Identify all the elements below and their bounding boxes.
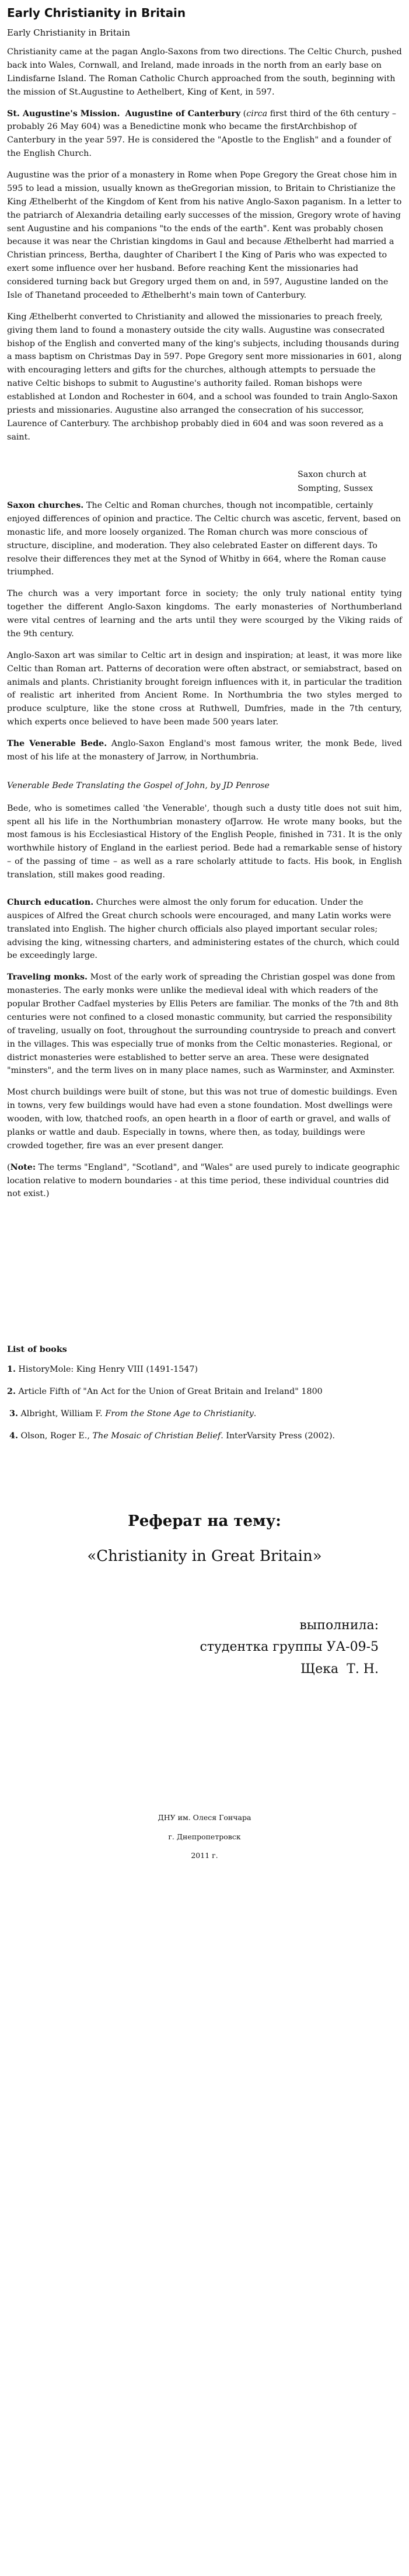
title-page: [7, 1512, 402, 1567]
figure-caption: Venerable Bede Translating the Gospel of John, by JD Penrose: [7, 780, 270, 790]
student-name: Щека Т. Н.: [300, 1661, 379, 1676]
bede-life-paragraph: Bede, who is sometimes called 'the Venerable', though such a dusty title does not suit him, spent all his life in the Northumbrian monastery ofJarrow. He wrote many books, but the most famous is his Ecclesiastical History of the English People, finished in 731. It is the only worthwhile history of England in the earliest period. Bede had a remarkable sense of history – of the passing of time – as well as a rare scholarly attitude to facts. His book, in English translation, still makes good reading.: [7, 803, 402, 880]
city-name: г. Днепропетровск: [168, 1832, 241, 1841]
king-paragraph: King Æthelberht converted to Christianity and allowed the missionaries to preach freely, giving them land to found a monastery outside the city walls. Augustine was consecrated bishop of the English and converted many of the king's subjects, including thousands during a mass baptism on Christmas Day in 597. Pope Gregory sent more missionaries in 601, along with encouraging letters and gifts for the churches, although attempts to persuade the native Celtic bishops to submit to Augustine's authority failed. Roman bishops were established at London and Rochester in 604, and a school was founded to train Anglo-Saxon priests and missionaries. Augustine also arranged the consecration of his successor, Laurence of Canterbury. The archbishop probably died in 604 and was soon revered as a saint.: [7, 312, 402, 442]
bede-text: Anglo-Saxon England's most famous writer, the monk Bede, lived most of his life at the monastery of Jarrow, in Northumbria.: [7, 739, 402, 762]
education-text: Churches were almost the only forum for education. Under the auspices of Alfred the Great church schools were encouraged, and many Latin works were translated into English. The higher church officials also played important secular roles; advising the king, witnessing charters, and administering estates of the church, which could be exceedingly large.: [7, 897, 400, 961]
intro-paragraph: Christianity came at the pagan Anglo-Saxons from two directions. The Celtic Church, pushed back into Wales, Cornwall, and Ireland, made inroads in the north from an early base on Lindisfarne Island. The Roman Catholic Church approached from the south, beginning with the mission of St.Augustine to Aethelbert, King of Kent, in 597.: [7, 47, 402, 97]
list-item: [7, 1430, 402, 1442]
saxon-text: The Celtic and Roman churches, though not incompatible, certainly enjoyed differences of opinion and practice. The Celtic church was ascetic, fervent, based on monastic life, and more loosely organized. The Roman church was more conscious of structure, discipline, and moderation. They also celebrated Easter on different days. To resolve their differences they met at the Synod of Whitby in 664, where the Roman cause triumphed.: [7, 501, 401, 577]
university-name: ДНУ им. Олеся Гончара: [158, 1813, 251, 1822]
book-number: 3.: [9, 1409, 18, 1419]
year-label: 2011 г.: [191, 1851, 218, 1860]
education-heading: Church education.: [7, 897, 94, 907]
monks-heading: Traveling monks.: [7, 972, 88, 982]
book-tail: .: [253, 1409, 257, 1419]
augustine-heading: St. Augustine's Mission.: [7, 109, 120, 118]
book-text: Article Fifth of "An Act for the Union of Great Britain and Ireland" 1800: [15, 1387, 323, 1397]
list-item: [7, 1364, 402, 1375]
augustine-text-a: (: [240, 109, 247, 118]
books-list: [7, 1364, 402, 1442]
list-item: [7, 1386, 402, 1397]
essay-topic: «Christianity in Great Britain»: [87, 1547, 322, 1566]
note-text: The terms "England", "Scotland", and "Wales" are used purely to indicate geographic location relative to modern boundaries - at this time period, these individual countries did not exist.): [7, 1162, 400, 1199]
book-number: 2.: [7, 1387, 16, 1397]
footer-block: [7, 1808, 402, 1866]
student-group: студентка группы УА-09-5: [200, 1640, 379, 1655]
augustine-prior-paragraph: Augustine was the prior of a monastery in Rome when Pope Gregory the Great chose him in 595 to lead a mission, usually known as theGregorian mission, to Britain to Christianize the King Æthelberht of the Kingdom of Kent from his native Anglo-Saxon paganism. In a letter to the patriarch of Alexandria detailing early successes of the mission, Gregory wrote of having sent Augustine and his companions "to the ends of the earth". Kent was probably chosen because it was near the Christian kingdoms in Gaul and because Æthelberht had married a Christian princess, Bertha, daughter of Charibert I the King of Paris who was expected to exert some influence over her husband. Before reaching Kent the missionaries had considered turning back but Gregory urged them on and, in 597, Augustine landed on the Isle of Thanetand proceeded to Æthelberht's main town of Canterbury.: [7, 170, 402, 300]
list-item: [7, 1408, 402, 1420]
augustine-subheading: Augustine of Canterbury: [125, 109, 241, 118]
book-number: 1.: [7, 1365, 16, 1375]
image-caption-line-1: Saxon church at: [298, 469, 367, 479]
book-italic-title: From the Stone Age to Christianity: [105, 1409, 254, 1419]
church-role-paragraph: The church was a very important force in society; the only truly national entity tying together the different Anglo-Saxon kingdoms. The early monasteries of Northumberland were vital centres of learning and the arts until they were scourged by the Viking raids of the 9th century.: [7, 589, 402, 639]
note-paragraph: (Note: The terms "England", "Scotland", and "Wales" are used purely to indicate geographic location relative to modern boundaries - at this time period, these individual countries did not exist.): [7, 1162, 400, 1199]
note-label: Note:: [10, 1162, 36, 1172]
monks-text: Most of the early work of spreading the Christian gospel was done from monasteries. The early monks were unlike the medieval ideal with which readers of the popular Brother Cadfael mysteries by Ellis Peters are familiar. The monks of the 7th and 8th centuries were not confined to a closed monastic community, but carried the responsibility of traveling, usually on foot, throughout the surrounding countryside to preach and convert in the villages. This was especially true of monks from the Celtic monasteries. Regional, or district monasteries were established to better serve an area. These were designated "minsters", and the term lives on in many place names, such as Warminster, and Axminster.: [7, 972, 398, 1076]
augustine-circa: circa: [246, 109, 268, 118]
art-paragraph: Anglo-Saxon art was similar to Celtic art in design and inspiration; at least, it was more like Celtic than Roman art. Patterns of decoration were often abstract, or semiabstract, based on animals and plants. Christianity brought foreign influences with it, in particular the tradition of realistic art inherited from Ancient Rome. In Northumbria the two styles merged to produce sculpture, like the stone cross at Ruthwell, Dumfries, made in the 7th century, which experts once believed to have been made 500 years later.: [7, 650, 402, 727]
augustine-paragraph: [7, 107, 402, 161]
author-block: [7, 1615, 379, 1680]
essay-title: Реферат на тему:: [128, 1512, 281, 1531]
book-italic-title: The Mosaic of Christian Belief: [92, 1431, 221, 1441]
image-caption: [298, 468, 397, 496]
saxon-churches-paragraph: [7, 499, 402, 579]
image-caption-line-2: Sompting, Sussex: [298, 483, 373, 493]
page-title: Early Christianity in Britain: [7, 6, 186, 20]
education-paragraph: [7, 896, 402, 963]
document-subtitle: Early Christianity in Britain: [7, 27, 131, 38]
book-tail: . InterVarsity Press (2002).: [221, 1431, 335, 1441]
book-text: Albright, William F.: [18, 1409, 106, 1419]
bede-paragraph: [7, 737, 402, 764]
book-number: 4.: [9, 1431, 18, 1441]
saxon-heading: Saxon churches.: [7, 501, 84, 511]
book-text: Olson, Roger E.,: [18, 1431, 93, 1441]
monks-paragraph: [7, 971, 402, 1078]
augustine-text-b: first third of the 6th century – probably 26 May 604) was a Benedictine monk who became the firstArchbishop of Canterbury in the year 597. He is considered the "Apostle to the English" and a founder of the English Church.: [7, 109, 397, 159]
bede-heading: The Venerable Bede.: [7, 739, 107, 749]
book-text: HistoryMole: King Henry VIII (1491-1547): [15, 1365, 198, 1375]
books-heading: List of books: [7, 1345, 67, 1355]
performed-label: выполнила:: [299, 1618, 379, 1633]
buildings-paragraph: Most church buildings were built of stone, but this was not true of domestic buildings. Even in towns, very few buildings would have had even a stone foundation. Most dwellings were wooden, with low, thatched roofs, an open hearth in a floor of earth or gravel, and walls of planks or wattle and daub. Especially in towns, where then, as today, buildings were crowded together, fire was an ever present danger.: [7, 1087, 397, 1151]
